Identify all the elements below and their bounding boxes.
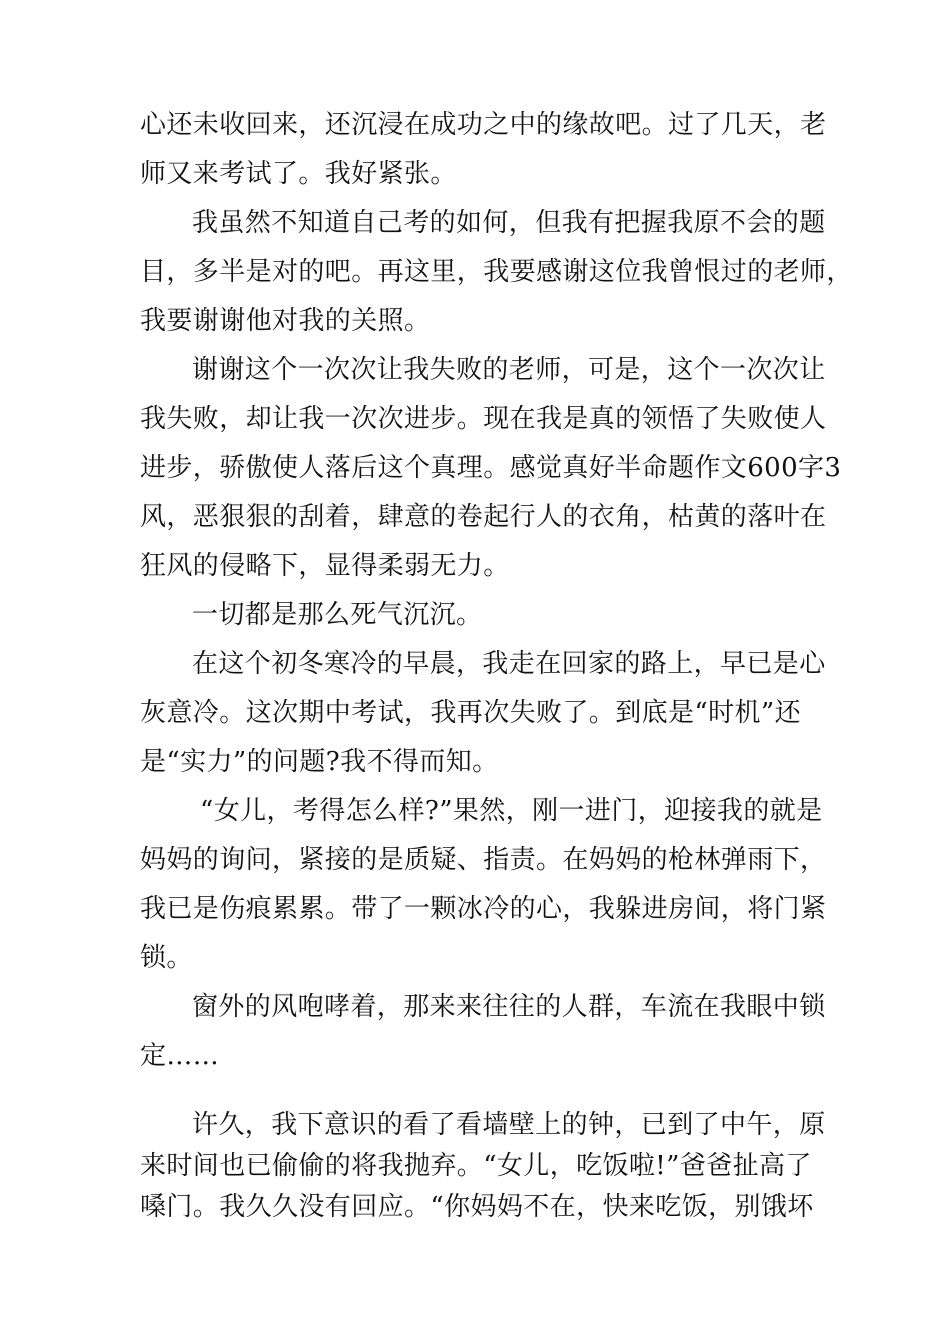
- text-line: 嗓门。我久久没有回应。“你妈妈不在，快来吃饭，别饿坏: [140, 1192, 814, 1222]
- paragraph-first-line: 许久，我下意识的看了看墙壁上的钟，已到了中午，原: [192, 1110, 826, 1140]
- paragraph-first-line: 在这个初冬寒冷的早晨，我走在回家的路上，早已是心: [192, 649, 826, 679]
- text-line: 是“实力”的问题?我不得而知。: [140, 747, 499, 777]
- text-line: 我失败，却让我一次次进步。现在我是真的领悟了失败使人: [140, 404, 827, 434]
- body-text-block-tight: [140, 1105, 826, 1228]
- text-line: 来时间也已偷偷的将我抛弃。“女儿，吃饭啦!”爸爸扯高了: [140, 1151, 812, 1181]
- paragraph-first-line: 一切都是那么死气沉沉。: [192, 600, 483, 630]
- paragraph-first-line: 谢谢这个一次次让我失败的老师，可是，这个一次次让: [192, 355, 826, 385]
- paragraph-first-line: “女儿，考得怎么样?”果然，刚一进门，迎接我的就是: [200, 796, 823, 826]
- text-line: 风，恶狠狠的刮着，肆意的卷起行人的衣角，枯黄的落叶在: [140, 502, 827, 532]
- paragraph-first-line: 窗外的风咆哮着，那来来往往的人群，车流在我眼中锁: [192, 992, 826, 1022]
- body-text-block: [140, 101, 853, 1081]
- text-line: 狂风的侵略下，显得柔弱无力。: [140, 551, 510, 581]
- text-line: 师又来考试了。我好紧张。: [140, 159, 457, 189]
- text-line: 进步，骄傲使人落后这个真理。感觉真好半命题作文600字3: [140, 453, 842, 483]
- paragraph-first-line: 我虽然不知道自己考的如何，但我有把握我原不会的题: [192, 208, 826, 238]
- text-line: 心还未收回来，还沉浸在成功之中的缘故吧。过了几天，老: [140, 110, 827, 140]
- text-line: 妈妈的询问，紧接的是质疑、指责。在妈妈的枪林弹雨下，: [140, 845, 827, 875]
- text-line: 定……: [140, 1041, 220, 1071]
- text-line: 灰意冷。这次期中考试，我再次失败了。到底是“时机”还: [140, 698, 801, 728]
- text-line: 我已是伤痕累累。带了一颗冰冷的心，我躲进房间，将门紧: [140, 894, 827, 924]
- text-line: 我要谢谢他对我的关照。: [140, 306, 431, 336]
- text-line: 锁。: [140, 943, 193, 973]
- text-line: 目，多半是对的吧。再这里，我要感谢这位我曾恨过的老师，: [140, 257, 853, 287]
